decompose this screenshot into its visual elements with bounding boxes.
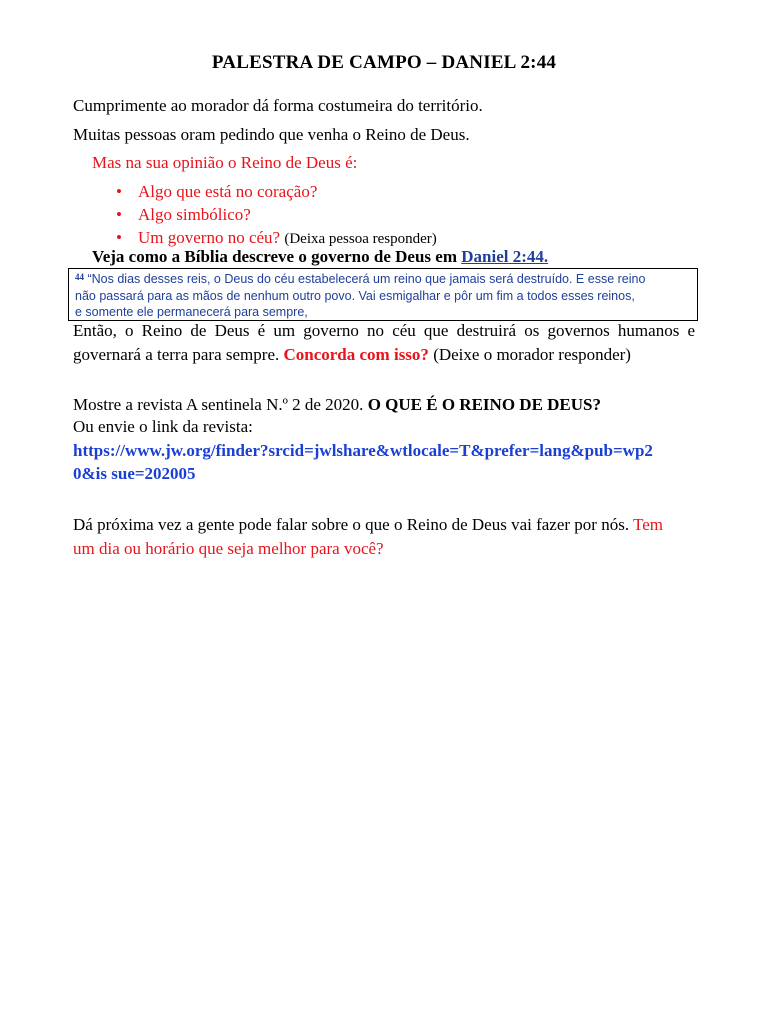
option-note: (Deixa pessoa responder) [284,231,437,247]
magazine-title: O QUE É O REINO DE DEUS? [367,395,602,414]
closing-question-start: Tem [633,515,663,534]
verse-text: “Nos dias desses reis, o Deus do céu estabelecerá um reino que jamais será destruído. E esse reino [87,272,646,286]
page-title: PALESTRA DE CAMPO – DANIEL 2:44 [211,52,557,73]
closing-question: um dia ou horário que seja melhor para você? [73,539,384,558]
option-item [112,180,437,203]
verse-box [68,268,698,321]
option-text: Um governo no céu? [138,228,281,247]
prayer-paragraph: Muitas pessoas oram pedindo que venha o Reino de Deus. [73,125,470,144]
daniel-reference-link[interactable]: Daniel 2:44. [461,247,549,266]
verse-number: 44 [75,272,84,282]
option-text: Algo simbólico? [138,205,251,224]
option-item [112,226,437,249]
bible-intro-text: Veja como a Bíblia descreve o governo de Deus em [92,247,462,266]
opinion-question: Mas na sua opinião o Reino de Deus é: [92,153,358,172]
option-text: Algo que está no coração? [138,182,318,201]
option-item [112,203,437,226]
magazine-line [73,395,601,415]
verse-line: não passará para as mãos de nenhum outro povo. Vai esmigalhar e pôr um fim a todos esses reinos, [75,288,635,303]
closing-text: Dá próxima vez a gente pode falar sobre o que o Reino de Deus vai fazer por nós. [73,515,634,534]
agree-question: Concorda com isso? [283,345,429,364]
conclusion-line: Então, o Reino de Deus é um governo no céu que destruirá os governos humanos e [73,321,695,340]
conclusion-line [73,345,631,365]
verse-line: e somente ele permanecerá para sempre, [75,305,308,319]
bible-intro [92,247,548,267]
conclusion-text: governará a terra para sempre. [73,345,284,364]
closing-line [73,515,663,535]
answer-options-list [112,180,437,249]
greeting-paragraph: Cumprimente ao morador dá forma costumeira do território. [73,96,483,115]
magazine-text: Mostre a revista A sentinela N.º 2 de 2020. [73,395,368,414]
magazine-link-intro: Ou envie o link da revista: [73,417,253,436]
conclusion-note: (Deixe o morador responder) [428,345,631,364]
magazine-url-link[interactable]: https://www.jw.org/finder?srcid=jwlshare&wtlocale=T&prefer=lang&pub=wp2 [73,441,653,460]
magazine-url-link-continued[interactable]: 0&is sue=202005 [73,464,196,483]
verse-line [75,271,691,288]
